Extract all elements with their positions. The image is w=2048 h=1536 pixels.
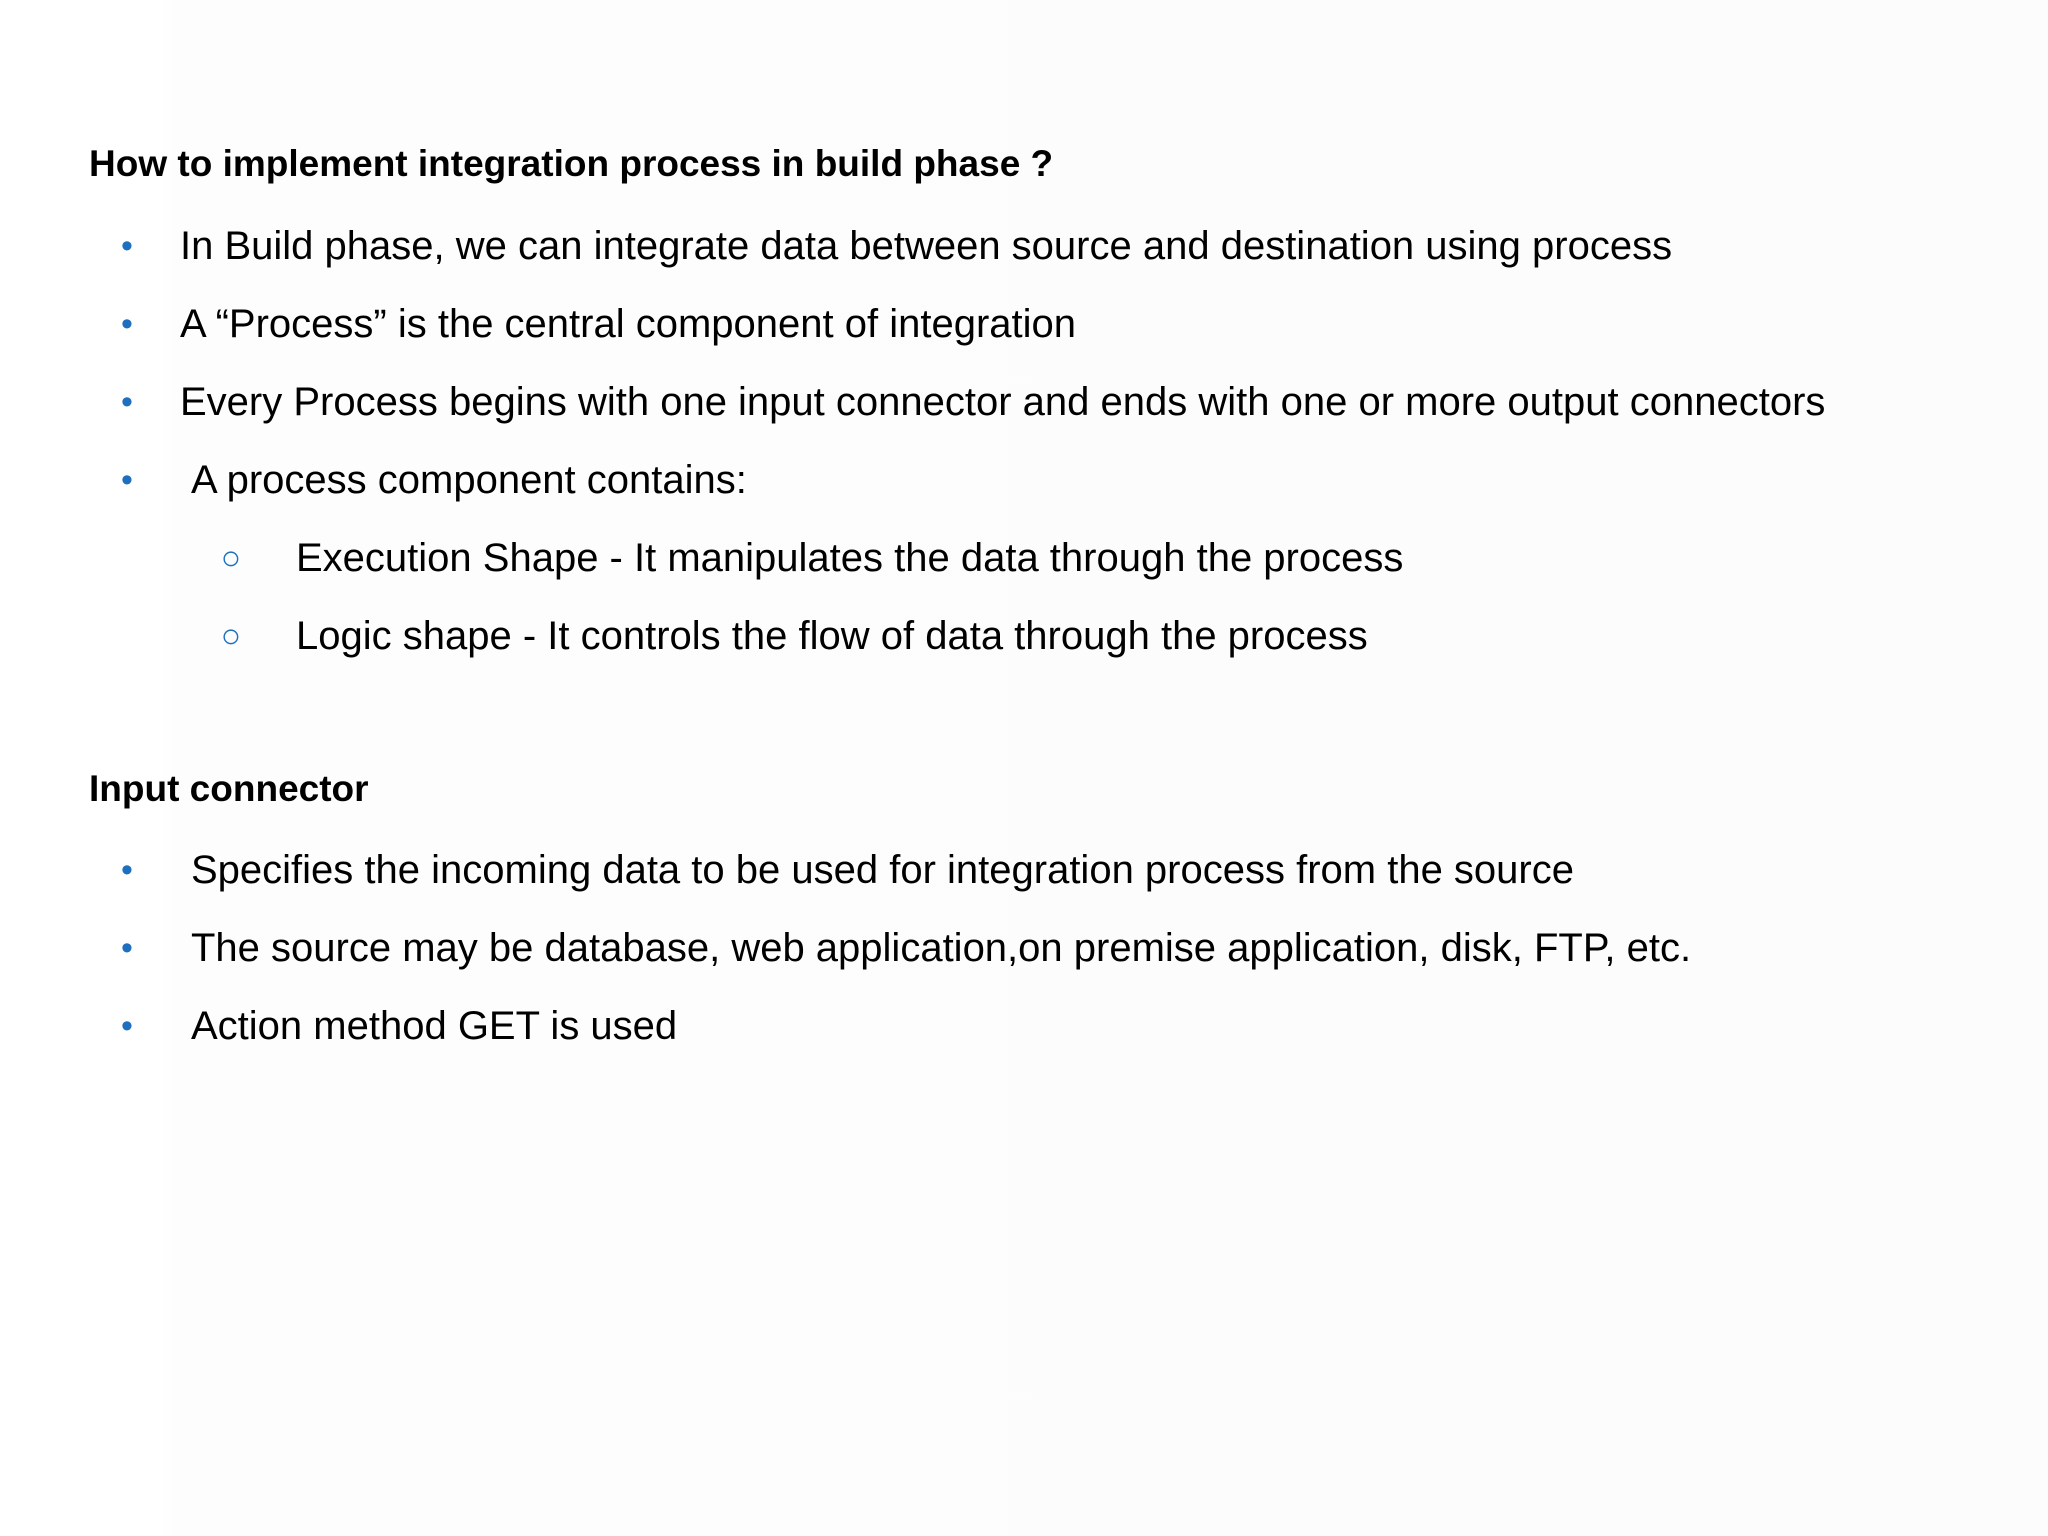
hollow-circle-bullet-icon: ○ <box>220 539 242 577</box>
list-item-text: The source may be database, web application,on premise application, disk, FTP, etc. <box>191 926 1692 970</box>
list-item-text: Specifies the incoming data to be used for integration process from the source <box>191 848 1574 892</box>
bullet-icon: • <box>121 227 133 265</box>
sub-list-item-text: Logic shape - It controls the flow of data through the process <box>296 614 1368 658</box>
bullet-icon: • <box>121 851 133 889</box>
bullet-icon: • <box>121 461 133 499</box>
list-item-text: Action method GET is used <box>191 1004 678 1048</box>
sub-list-item-text: Execution Shape - It manipulates the data through the process <box>296 536 1404 580</box>
bullet-icon: • <box>121 383 133 421</box>
bullet-icon: • <box>121 1007 133 1045</box>
bullet-icon: • <box>121 305 133 343</box>
section-heading-input-connector: Input connector <box>89 768 369 809</box>
list-item-text: In Build phase, we can integrate data between source and destination using process <box>180 224 1673 268</box>
section-heading-build-phase: How to implement integration process in build phase ? <box>89 143 1054 184</box>
bullet-icon: • <box>121 929 133 967</box>
list-item-text: A process component contains: <box>191 458 747 502</box>
hollow-circle-bullet-icon: ○ <box>220 617 242 655</box>
list-item-text: Every Process begins with one input connector and ends with one or more output connectors <box>180 380 1826 424</box>
list-item-text: A “Process” is the central component of integration <box>180 302 1077 346</box>
